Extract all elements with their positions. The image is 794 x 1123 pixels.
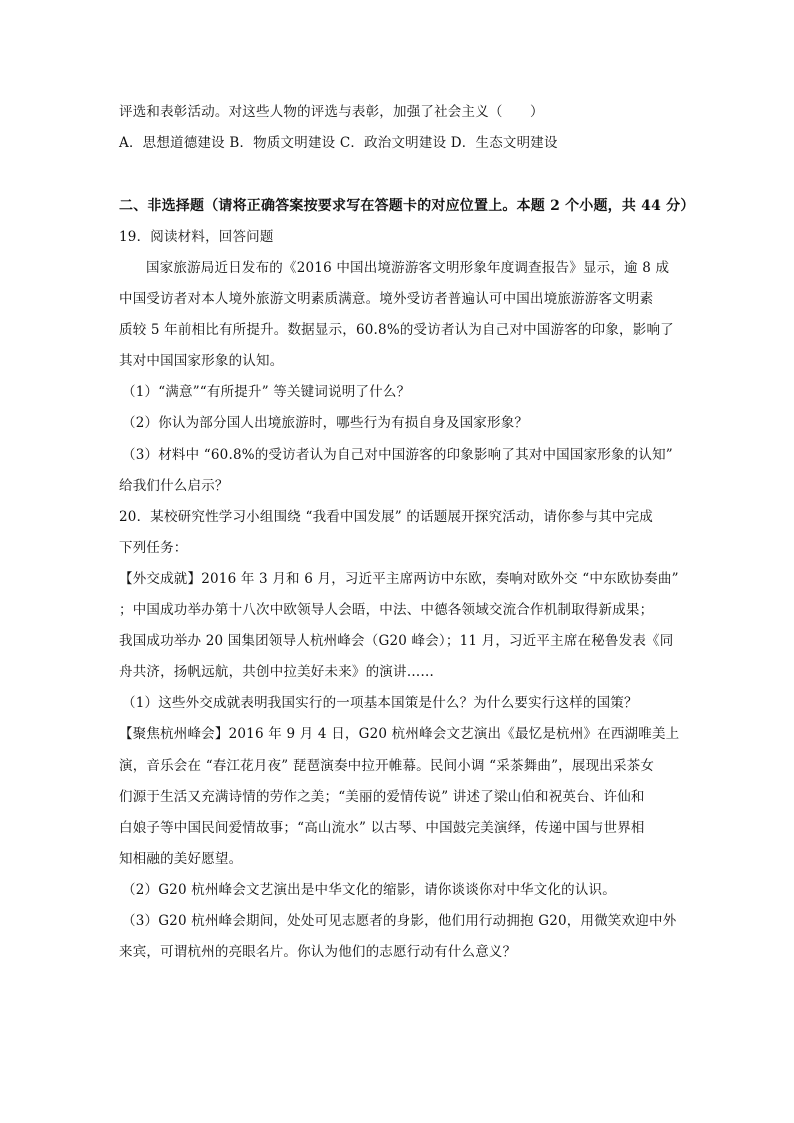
question-20-title: 20．某校研究性学习小组围绕 “我看中国发展” 的话题展开探究活动，请你参与其中完成 xyxy=(119,509,653,525)
material-paragraph-line: 中国受访者对本人境外旅游文明素质满意。境外受访者普遍认可中国出境旅游游客文明素 xyxy=(119,291,654,307)
diplomacy-paragraph-line: 【外交成就】2016 年 3 月和 6 月，习近平主席两访中东欧，奏响对欧外交 “中东欧协奏曲” xyxy=(119,571,679,587)
sub-question-continued: 给我们什么启示？ xyxy=(119,478,229,494)
question-20-title-continued: 下列任务： xyxy=(119,540,188,556)
text-line: 评选和表彰活动。对这些人物的评选与表彰，加强了社会主义（ ） xyxy=(119,104,544,120)
summit-paragraph-line: 演，音乐会在 “春江花月夜” 琵琶演奏中拉开帷幕。民间小调 “采茶舞曲”，展现出采茶女 xyxy=(119,758,655,774)
sub-question: （1）这些外交成就表明我国实行的一项基本国策是什么？为什么要实行这样的国策？ xyxy=(122,695,638,711)
diplomacy-paragraph-line: 我国成功举办 20 国集团领导人杭州峰会（G20 峰会）；11 月，习近平主席在秘鲁发表《同 xyxy=(119,633,674,649)
sub-question: （2）G20 杭州峰会文艺演出是中华文化的缩影，请你谈谈你对中华文化的认识。 xyxy=(122,882,616,898)
sub-question: （3）G20 杭州峰会期间，处处可见志愿者的身影，他们用行动拥抱 G20，用微笑欢迎中外 xyxy=(122,913,677,929)
sub-question: （2）你认为部分国人出境旅游时，哪些行为有损自身及国家形象？ xyxy=(122,415,529,431)
summit-paragraph-line: 知相融的美好愿望。 xyxy=(119,851,243,867)
answer-options-line: A．思想道德建设 B．物质文明建设 C．政治文明建设 D．生态文明建设 xyxy=(119,135,558,151)
material-paragraph-line: 其对中国国家形象的认知。 xyxy=(119,353,284,369)
summit-paragraph-line: 们源于生活又充满诗情的劳作之美；“美丽的爱情传说” 讲述了梁山伯和祝英台、许仙和 xyxy=(119,789,645,805)
diplomacy-paragraph-line: ；中国成功举办第十八次中欧领导人会晤，中法、中德各领域交流合作机制取得新成果； xyxy=(119,602,654,618)
question-19-title: 19．阅读材料，回答问题 xyxy=(119,229,274,245)
material-paragraph-line: 质较 5 年前相比有所提升。数据显示，60.8%的受访者认为自己对中国游客的印象，影响了 xyxy=(119,322,674,338)
sub-question: （3）材料中 “60.8%的受访者认为自己对中国游客的印象影响了其对中国国家形象的认知” xyxy=(122,447,673,463)
summit-paragraph-line: 白娘子等中国民间爱情故事；“高山流水” 以古琴、中国鼓完美演绎，传递中国与世界相 xyxy=(119,820,645,836)
material-paragraph-line: 国家旅游局近日发布的《2016 中国出境游游客文明形象年度调查报告》显示，逾 8 成 xyxy=(146,260,670,276)
section-heading: 二、非选择题（请将正确答案按要求写在答题卡的对应位置上。本题 2 个小题，共 44 分） xyxy=(119,198,695,214)
sub-question: （1）“满意”“有所提升” 等关键词说明了什么？ xyxy=(122,384,411,400)
sub-question-continued: 来宾，可谓杭州的亮眼名片。你认为他们的志愿行动有什么意义？ xyxy=(119,944,517,960)
diplomacy-paragraph-line: 舟共济，扬帆远航，共创中拉美好未来》的演讲…… xyxy=(119,664,435,680)
summit-paragraph-line: 【聚焦杭州峰会】2016 年 9 月 4 日，G20 杭州峰会文艺演出《最忆是杭州》在西湖唯美上 xyxy=(119,726,680,742)
